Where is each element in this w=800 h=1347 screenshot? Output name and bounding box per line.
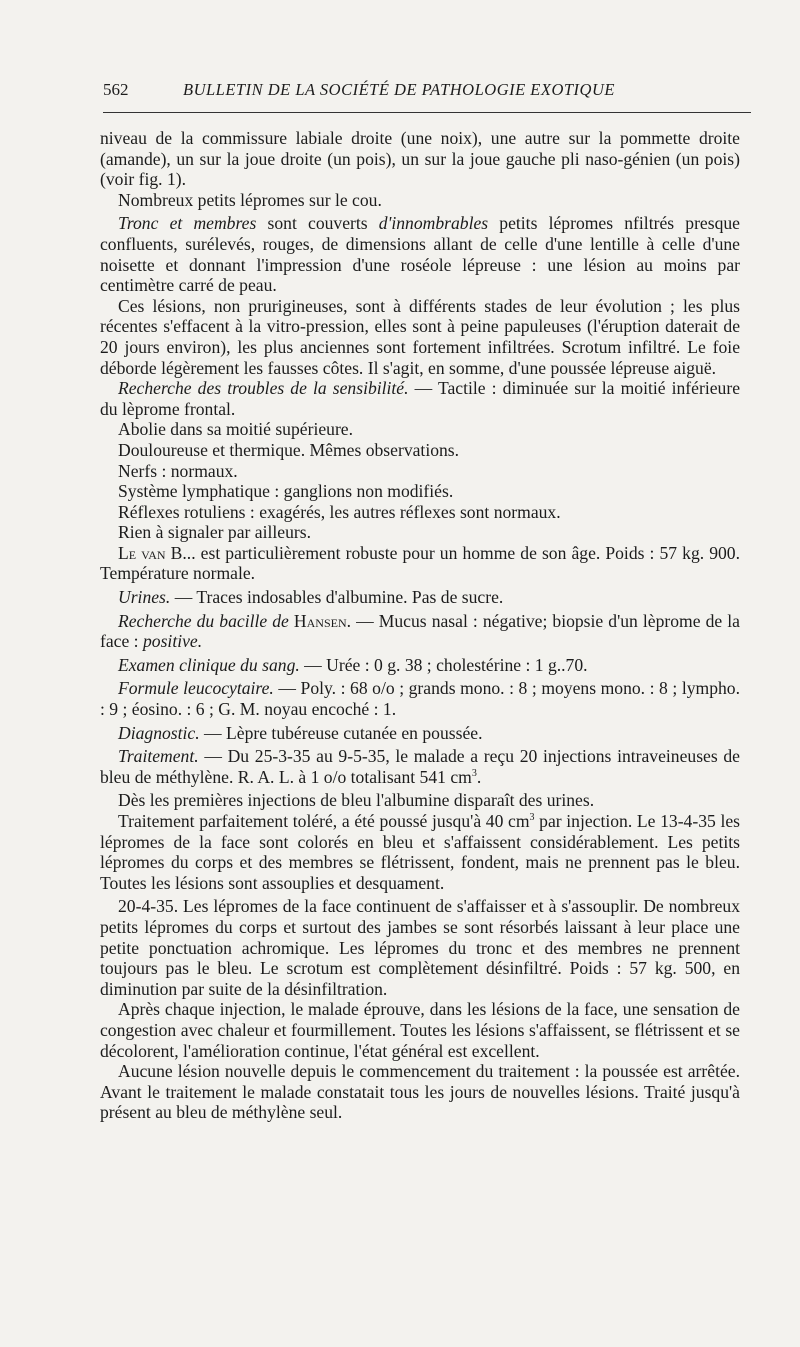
paragraph: Rien à signaler par ailleurs. <box>118 522 311 543</box>
section-label: Diagnostic. <box>118 722 200 743</box>
text-run: petits lépromes nfiltrés presque confluents, surélevés, rouges, de dimensions allant de celle d'une lentille à celle d'une noisette et donnant l'impression d'une roséole lépreuse : une lésion au moins par centimètre carré de peau. <box>100 213 740 296</box>
patient-name: Le van B... <box>118 542 196 563</box>
section-label: Formule leucocytaire. <box>118 678 274 699</box>
paragraph <box>100 723 740 744</box>
superscript: 3 <box>529 812 535 824</box>
section-label: Recherche du bacille de <box>118 610 289 631</box>
paragraph: Aucune lésion nouvelle depuis le commencement du traitement : la poussée est arrêtée. Avant le traitement le malade constatait tous les jours de nouvelles lésions. Traité jusqu'à présent au bleu de méthylène seul. <box>100 1061 740 1123</box>
text-run: par injection. Le 13-4-35 les lépromes de la face sont colorés en bleu et s'affaissent considérablement. Les petits lépromes du corps et des membres se flétrissent, fondent, mais ne prennent pas le bleu. Toutes les lésions sont assouplies et desquament. <box>100 811 740 893</box>
paragraph <box>100 811 740 893</box>
author-name: Hansen <box>293 610 347 631</box>
paragraph <box>100 378 740 419</box>
running-title: BULLETIN DE LA SOCIÉTÉ DE PATHOLOGIE EXOTIQUE <box>183 80 615 99</box>
section-label: Recherche des troubles de la sensibilité. <box>118 378 409 399</box>
paragraph: Abolie dans sa moitié supérieure. <box>118 419 354 440</box>
text-run: — Tactile : diminuée sur la moitié inférieure du lèprome frontal. <box>100 378 740 419</box>
section-label: Tronc et membres <box>118 213 257 234</box>
emphasis: d'innombrables <box>378 213 489 234</box>
paragraph: Nombreux petits lépromes sur le cou. <box>118 189 382 210</box>
emphasis: positive. <box>142 631 203 652</box>
paragraph <box>100 213 740 295</box>
paragraph: Après chaque injection, le malade éprouve, dans les lésions de la face, une sensation de congestion avec chaleur et fourmillement. Toutes les lésions s'affaissent, se flétrissent et se décolorent, l'amélioration continue, l'état général est excellent. <box>100 999 740 1061</box>
page-header <box>103 76 751 106</box>
paragraph: Réflexes rotuliens : exagérés, les autres réflexes sont normaux. <box>118 501 561 522</box>
paragraph <box>100 655 740 676</box>
paragraph: niveau de la commissure labiale droite (une noix), une autre sur la pommette droite (amande), un sur la joue droite (un pois), un sur la joue gauche pli naso-génien (un pois) (voir fig. 1). <box>100 128 740 190</box>
text-run: . <box>476 766 482 787</box>
section-label: Examen clinique du sang. <box>118 654 300 675</box>
paragraph: Douloureuse et thermique. Mêmes observations. <box>118 439 460 460</box>
paragraph: Système lymphatique : ganglions non modifiés. <box>118 481 454 502</box>
text-run: — Traces indosables d'albumine. Pas de sucre. <box>170 587 504 608</box>
superscript: 3 <box>471 767 477 779</box>
article-body <box>100 128 740 1123</box>
paragraph <box>100 678 740 719</box>
paragraph <box>100 611 740 652</box>
paragraph <box>100 587 740 608</box>
text-run: sont couverts <box>256 213 379 234</box>
section-label: Traitement. <box>118 746 199 767</box>
text-run: — Urée : 0 g. 38 ; cholestérine : 1 g..70. <box>299 654 588 675</box>
text-run: — Du 25-3-35 au 9-5-35, le malade a reçu 20 injections intraveineuses de bleu de méthylène. R. A. L. à 1 o/o totalisant 541 cm <box>100 746 740 787</box>
paragraph: 20-4-35. Les lépromes de la face continuent de s'affaisser et à s'assouplir. De nombreux petits lépromes du corps et surtout des jambes se sont résorbés laissant à leur place une petite ponctuation achromique. Les lépromes du tronc et des membres ne prennent toujours pas le bleu. Le scrotum est complètement désinfiltré. Poids : 57 kg. 500, en diminution par suite de la désinfiltration. <box>100 896 740 999</box>
text-run: — Poly. : 68 o/o ; grands mono. : 8 ; moyens mono. : 8 ; lympho. : 9 ; éosino. : 6 ; G. M. noyau encoché : 1. <box>100 678 740 720</box>
paragraph <box>100 543 740 584</box>
paragraph: Nerfs : normaux. <box>118 460 238 481</box>
text-run: Traitement parfaitement toléré, a été poussé jusqu'à 40 cm <box>118 811 530 831</box>
section-label: Urines. <box>118 587 171 608</box>
paragraph: Dès les premières injections de bleu l'albumine disparaît des urines. <box>118 790 595 811</box>
text-run: est particulièrement robuste pour un homme de son âge. Poids : 57 kg. 900. Température normale. <box>100 542 740 584</box>
text-run: . — Mucus nasal : négative; biopsie d'un lèprome de la face : <box>100 610 740 652</box>
text-run: — Lèpre tubéreuse cutanée en poussée. <box>199 722 483 743</box>
header-rule <box>103 112 751 113</box>
paragraph: Ces lésions, non prurigineuses, sont à différents stades de leur évolution ; les plus récentes s'effacent à la vitro-pression, elles sont à peine papuleuses (l'éruption daterait de 20 jours environ), les plus anciennes sont fortement infiltrées. Scrotum infiltré. Le foie déborde légèrement les fausses côtes. Il s'agit, en somme, d'une poussée lépreuse aiguë. <box>100 295 740 378</box>
page-number: 562 <box>103 80 129 99</box>
paragraph <box>100 746 740 787</box>
